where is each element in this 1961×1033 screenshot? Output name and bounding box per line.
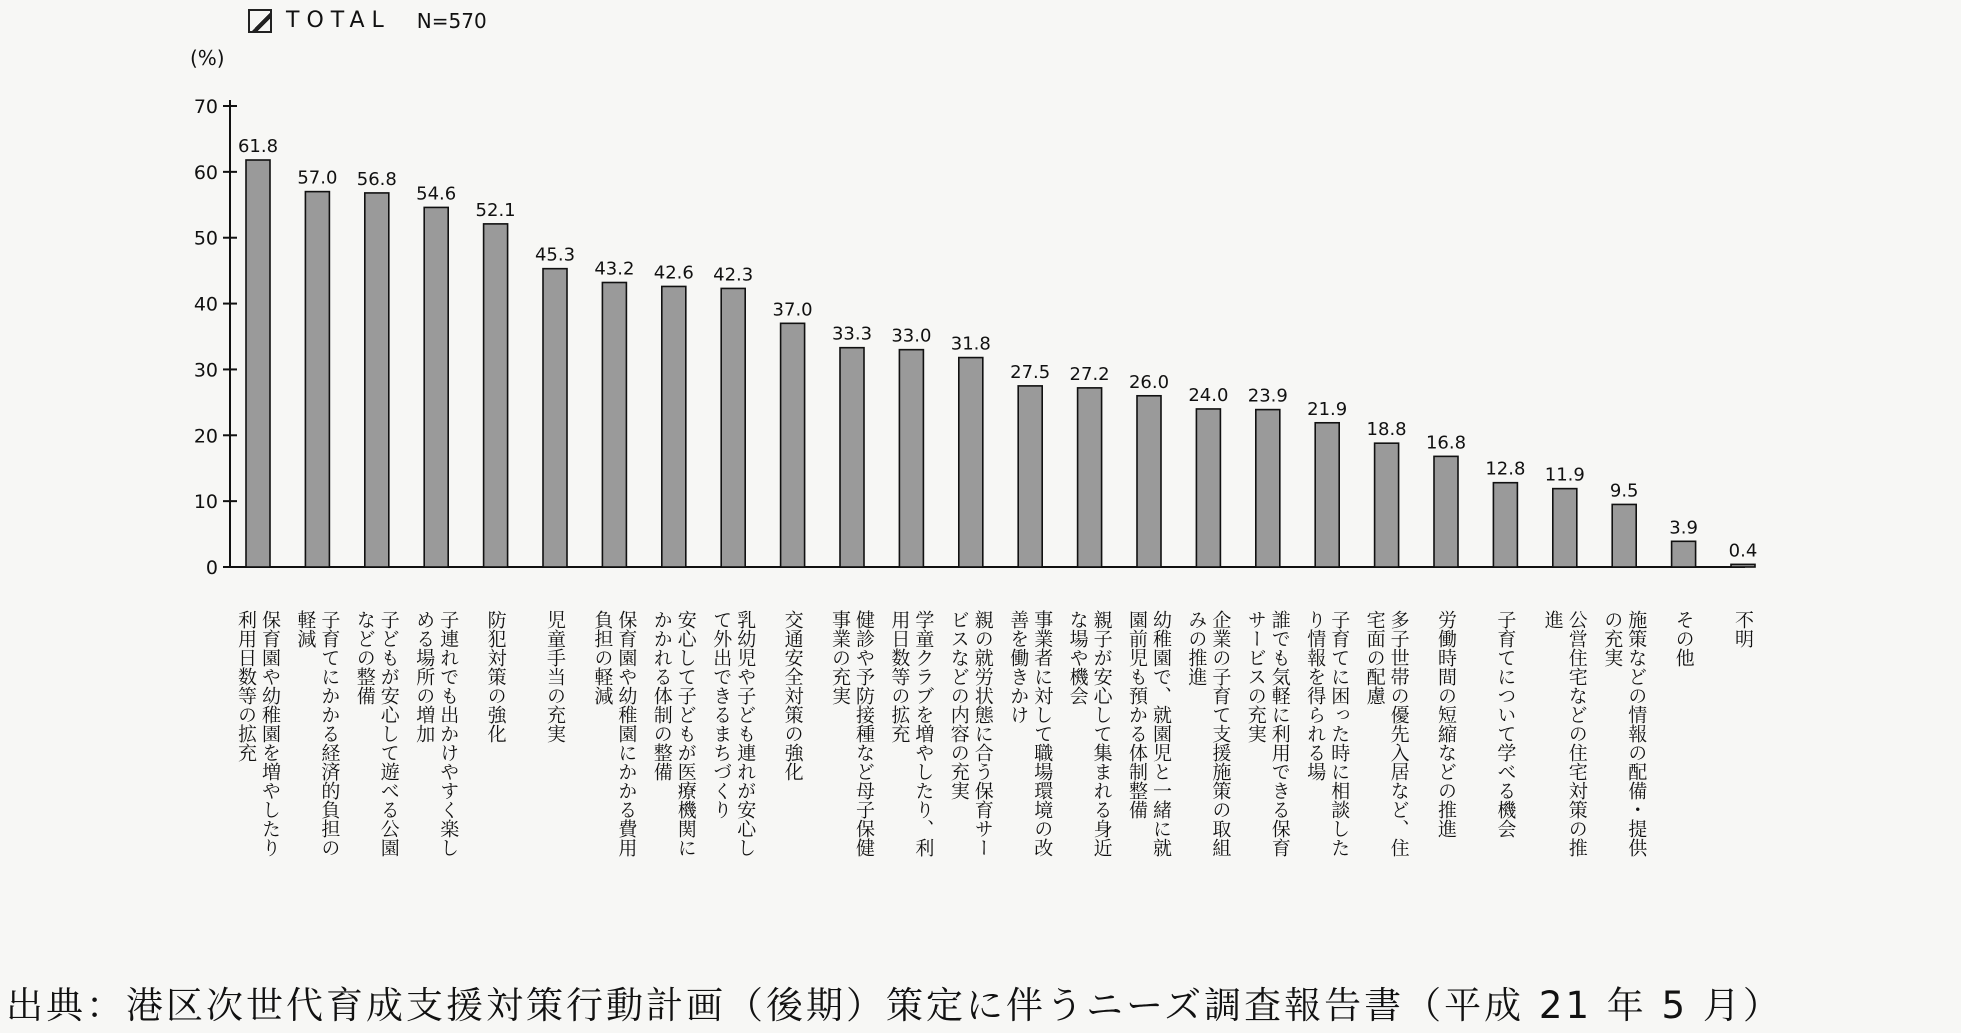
category-label: その他 bbox=[1672, 610, 1695, 667]
category-label: 乳幼児や子ども連れが安心し て外出できるまちづくり bbox=[710, 610, 757, 857]
category-label: 子連れでも出かけやすく楽し める場所の増加 bbox=[413, 610, 460, 857]
category-label: 子どもが安心して遊べる公園 などの整備 bbox=[353, 610, 400, 857]
bar bbox=[543, 269, 567, 567]
bar-value-label: 61.8 bbox=[237, 136, 279, 158]
bar-value-label: 11.9 bbox=[1544, 464, 1585, 486]
bar bbox=[1137, 396, 1161, 567]
category-label: 多子世帯の優先入居など、住 宅面の配慮 bbox=[1363, 610, 1410, 857]
y-axis-unit: (%) bbox=[190, 46, 225, 70]
category-label: 施策などの情報の配備・提供 の充実 bbox=[1601, 610, 1648, 857]
y-tick-label: 70 bbox=[193, 96, 218, 118]
category-label: 学童クラブを増やしたり、利 用日数等の拡充 bbox=[888, 610, 935, 857]
bar-value-label: 31.8 bbox=[950, 333, 991, 355]
bar bbox=[1256, 410, 1280, 567]
bar-value-label: 23.9 bbox=[1247, 385, 1288, 407]
category-label: 子育てに困った時に相談した り情報を得られる場 bbox=[1304, 610, 1351, 857]
category-label: 不明 bbox=[1732, 610, 1754, 648]
category-label: 労働時間の短縮などの推進 bbox=[1435, 610, 1457, 838]
category-label: 誰でも気軽に利用できる保育 サービスの充実 bbox=[1244, 610, 1291, 857]
y-tick-label: 60 bbox=[193, 161, 218, 184]
bar-value-label: 33.0 bbox=[891, 325, 932, 347]
bar bbox=[305, 192, 329, 567]
y-tick-label: 40 bbox=[193, 293, 218, 316]
y-tick-label: 10 bbox=[193, 491, 218, 514]
category-label: 保育園や幼稚園にかかる費用 負担の軽減 bbox=[591, 610, 638, 857]
category-label: 健診や予防接種など母子保健 事業の充実 bbox=[829, 610, 875, 857]
bar-value-label: 26.0 bbox=[1128, 371, 1170, 393]
bar-value-label: 12.8 bbox=[1485, 458, 1526, 480]
bar bbox=[484, 224, 508, 567]
bar-value-label: 24.0 bbox=[1188, 384, 1229, 406]
legend-label: TOTAL bbox=[286, 8, 391, 33]
source-caption: 出典：港区次世代育成支援対策行動計画（後期）策定に伴うニーズ調査報告書（平成 21 年 5 月） bbox=[6, 984, 1783, 1027]
bar bbox=[1612, 504, 1636, 567]
category-label: 幼稚園で、就園児と一緒に就 園前児も預かる体制整備 bbox=[1126, 610, 1172, 857]
category-label: 保育園や幼稚園を増やしたり 利用日数等の拡充 bbox=[235, 610, 281, 857]
category-label: 児童手当の充実 bbox=[544, 610, 566, 743]
category-label: 防犯対策の強化 bbox=[484, 610, 507, 743]
bar-value-label: 43.2 bbox=[594, 258, 635, 280]
category-label: 安心して子どもが医療機関に かかれる体制の整備 bbox=[650, 610, 697, 857]
legend-sample-size: N=570 bbox=[416, 8, 487, 33]
bar-value-label: 42.6 bbox=[653, 262, 694, 284]
bar bbox=[840, 348, 864, 567]
bar bbox=[959, 358, 983, 567]
bar bbox=[1375, 443, 1399, 567]
bar bbox=[1018, 386, 1042, 567]
y-tick-label: 0 bbox=[205, 557, 218, 579]
bar-value-label: 33.3 bbox=[831, 323, 873, 345]
bar-value-label: 45.3 bbox=[534, 244, 576, 266]
category-label: 親の就労状態に合う保育サー ビスなどの内容の充実 bbox=[947, 610, 994, 857]
category-label: 親子が安心して集まれる身近 な場や機会 bbox=[1066, 610, 1113, 857]
bar bbox=[602, 282, 626, 567]
bar-value-label: 27.5 bbox=[1010, 361, 1051, 383]
bar-value-label: 27.2 bbox=[1069, 363, 1110, 385]
bar bbox=[781, 323, 805, 567]
y-tick-label: 20 bbox=[193, 425, 218, 448]
bar-value-label: 56.8 bbox=[356, 168, 397, 190]
bar bbox=[365, 193, 389, 567]
bar bbox=[1731, 564, 1755, 567]
bar bbox=[424, 207, 448, 567]
category-label: 企業の子育て支援施策の取組 みの推進 bbox=[1185, 610, 1232, 857]
bar-value-label: 57.0 bbox=[297, 167, 338, 189]
bar-value-label: 9.5 bbox=[1609, 480, 1639, 502]
bar bbox=[1434, 456, 1458, 567]
bar-value-label: 21.9 bbox=[1307, 398, 1348, 420]
bar bbox=[662, 286, 686, 567]
category-label: 事業者に対して職場環境の改 善を働きかけ bbox=[1007, 610, 1054, 857]
bar-value-label: 52.1 bbox=[475, 199, 516, 221]
bar bbox=[1196, 409, 1220, 567]
category-label: 子育てにかかる経済的負担の 軽減 bbox=[294, 610, 341, 857]
bar bbox=[1672, 541, 1696, 567]
bar bbox=[246, 160, 270, 567]
bar-value-label: 54.6 bbox=[416, 183, 457, 205]
bar-value-label: 3.9 bbox=[1669, 517, 1698, 539]
bar bbox=[1553, 489, 1577, 567]
bar-value-label: 0.4 bbox=[1728, 540, 1758, 562]
category-label: 交通安全対策の強化 bbox=[781, 610, 804, 781]
bar-value-label: 16.8 bbox=[1425, 432, 1467, 454]
category-label: 子育てについて学べる機会 bbox=[1494, 610, 1517, 838]
bar bbox=[721, 288, 745, 567]
bar bbox=[899, 350, 923, 567]
bar bbox=[1078, 388, 1102, 567]
bar bbox=[1315, 423, 1339, 567]
y-tick-label: 50 bbox=[193, 227, 218, 250]
y-tick-label: 30 bbox=[193, 359, 218, 382]
bar bbox=[1493, 483, 1517, 567]
bar-value-label: 37.0 bbox=[772, 299, 813, 321]
bar-value-label: 42.3 bbox=[713, 264, 754, 286]
category-label: 公営住宅などの住宅対策の推 進 bbox=[1541, 610, 1588, 857]
bar-value-label: 18.8 bbox=[1366, 419, 1407, 441]
